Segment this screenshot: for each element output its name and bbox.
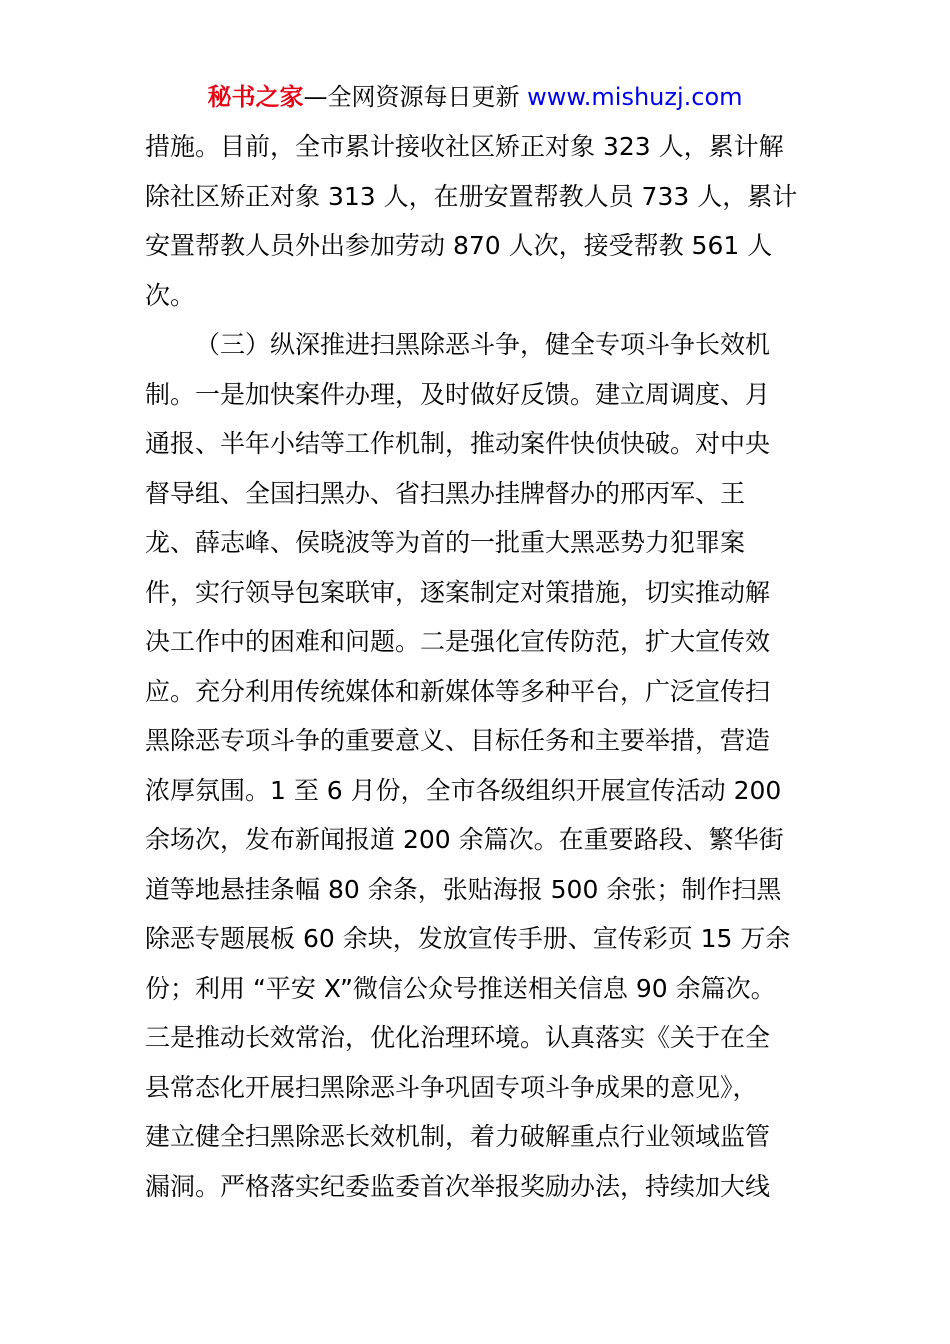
text-line: 次。 [145,280,196,310]
section-heading-line: （三）纵深推进扫黑除恶斗争，健全专项斗争长效机 [195,330,771,359]
brand-name: 秘书之家 [207,83,304,111]
text-line: 决工作中的困难和问题。二是强化宣传防范，扩大宣传效 [145,627,771,656]
text-line: 通报、半年小结等工作机制，推动案件快侦快破。对中央 [145,429,771,458]
text-line: 县常态化开展扫黑除恶斗争巩固专项斗争成果的意见》， [145,1072,758,1102]
text-line: 龙、薛志峰、侯晓波等为首的一批重大黑恶势力犯罪案 [145,528,746,557]
header-tagline: —全网资源每日更新 [303,83,528,111]
text-line: 制。一是加快案件办理，及时做好反馈。建立周调度、月 [145,379,771,409]
document-body [145,122,810,1211]
text-line: 措施。目前，全市累计接收社区矫正对象 323 人，累计解 [145,132,784,161]
text-line: 安置帮教人员外出参加劳动 870 人次，接受帮教 561 人 [145,231,773,260]
text-line: 漏洞。严格落实纪委监委首次举报奖励办法，持续加大线 [145,1171,771,1201]
page-header [0,80,950,114]
text-line: 余场次，发布新闻报道 200 余篇次。在重要路段、繁华街 [145,825,784,854]
text-line: 三是推动长效常治，优化治理环境。认真落实《关于在全 [145,1023,771,1052]
text-line: 建立健全扫黑除恶长效机制，着力破解重点行业领域监管 [145,1122,771,1151]
website-link[interactable]: www.mishuzj.com [527,83,743,111]
text-line: 浓厚氛围。1 至 6 月份，全市各级组织开展宣传活动 200 [145,775,782,805]
text-line: 件，实行领导包案联审，逐案制定对策措施，切实推动解 [145,577,771,607]
text-line: 道等地悬挂条幅 80 余条，张贴海报 500 余张；制作扫黑 [145,874,782,904]
text-line: 除社区矫正对象 313 人，在册安置帮教人员 733 人，累计 [145,181,798,211]
text-line: 份；利用 “平安 X”微信公众号推送相关信息 90 余篇次。 [145,973,776,1003]
text-line: 应。充分利用传统媒体和新媒体等多种平台，广泛宣传扫 [145,676,771,706]
text-line: 除恶专题展板 60 余块，发放宣传手册、宣传彩页 15 万余 [145,924,791,953]
text-line: 督导组、全国扫黑办、省扫黑办挂牌督办的邢丙军、王 [145,478,746,508]
text-line: 黑除恶专项斗争的重要意义、目标任务和主要举措，营造 [145,726,771,755]
